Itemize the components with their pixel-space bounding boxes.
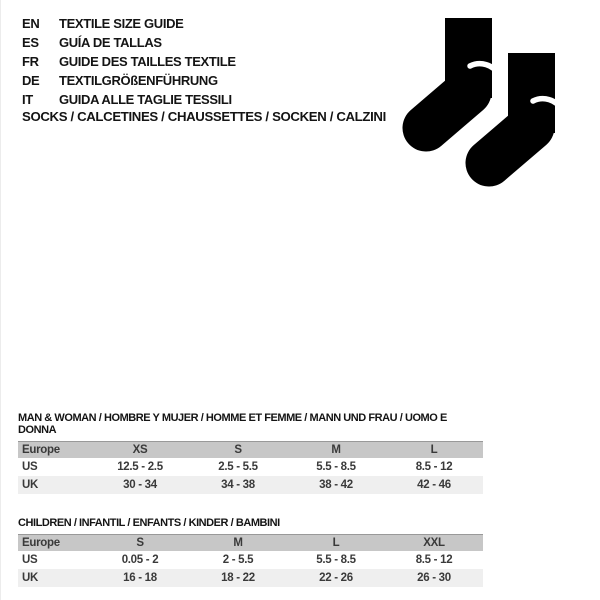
size-value-cell: 22 - 26 bbox=[319, 572, 353, 584]
language-row-es bbox=[22, 33, 236, 52]
language-row-it bbox=[22, 90, 236, 109]
size-value-cell: 5.5 - 8.5 bbox=[316, 554, 356, 566]
size-value-cell: 5.5 - 8.5 bbox=[316, 461, 356, 473]
size-value-cell: 30 - 34 bbox=[123, 479, 157, 491]
language-code: ES bbox=[22, 35, 39, 50]
header-cell-size: XS bbox=[132, 444, 148, 456]
header-cell-region: Europe bbox=[22, 537, 60, 549]
language-row-en bbox=[22, 14, 236, 33]
children-size-table bbox=[18, 534, 483, 587]
sock-front bbox=[489, 53, 565, 163]
table-header-row bbox=[18, 442, 483, 458]
size-value-cell: 0.05 - 2 bbox=[121, 554, 159, 566]
size-value-cell: 8.5 - 12 bbox=[415, 554, 453, 566]
size-value-cell: 18 - 22 bbox=[221, 572, 255, 584]
header-cell-size: XXL bbox=[423, 537, 445, 549]
row-label-cell: US bbox=[22, 554, 38, 566]
socks-icon bbox=[400, 10, 575, 190]
table-header-row bbox=[18, 535, 483, 551]
table-row-uk bbox=[18, 569, 483, 587]
header-cell-region: Europe bbox=[22, 444, 60, 456]
sock-back bbox=[426, 18, 502, 128]
row-label-cell: UK bbox=[22, 572, 39, 584]
header-cell-size: M bbox=[233, 537, 243, 549]
language-label: GUIDE DES TAILLES TEXTILE bbox=[59, 54, 236, 69]
language-code: IT bbox=[22, 92, 33, 107]
language-label: TEXTILE SIZE GUIDE bbox=[59, 16, 184, 31]
language-row-fr bbox=[22, 52, 236, 71]
size-value-cell: 12.5 - 2.5 bbox=[117, 461, 163, 473]
page-left-edge bbox=[0, 0, 1, 600]
children-size-section bbox=[18, 517, 483, 587]
size-value-cell: 2.5 - 5.5 bbox=[218, 461, 258, 473]
language-code: DE bbox=[22, 73, 40, 88]
language-label: TEXTILGRÖßENFÜHRUNG bbox=[59, 73, 218, 88]
header-cell-size: S bbox=[234, 444, 242, 456]
size-value-cell: 42 - 46 bbox=[417, 479, 451, 491]
size-value-cell: 26 - 30 bbox=[417, 572, 451, 584]
language-code: FR bbox=[22, 54, 39, 69]
adult-size-section bbox=[18, 412, 483, 494]
table-row-uk bbox=[18, 476, 483, 494]
language-title-block bbox=[22, 14, 236, 109]
size-value-cell: 16 - 18 bbox=[123, 572, 157, 584]
language-label: GUIDA ALLE TAGLIE TESSILI bbox=[59, 92, 232, 107]
table-row-us bbox=[18, 551, 483, 569]
header-cell-size: L bbox=[430, 444, 438, 456]
table-row-us bbox=[18, 458, 483, 476]
language-label: GUÍA DE TALLAS bbox=[59, 35, 162, 50]
header-cell-size: S bbox=[136, 537, 144, 549]
children-table-title: CHILDREN / INFANTIL / ENFANTS / KINDER / BAMBINI bbox=[18, 517, 280, 529]
size-value-cell: 2 - 5.5 bbox=[222, 554, 254, 566]
language-row-de bbox=[22, 71, 236, 90]
language-code: EN bbox=[22, 16, 40, 31]
adult-table-title: MAN & WOMAN / HOMBRE Y MUJER / HOMME ET FEMME / MANN UND FRAU / UOMO E DONNA bbox=[18, 412, 447, 436]
size-value-cell: 38 - 42 bbox=[319, 479, 353, 491]
header-cell-size: L bbox=[332, 537, 340, 549]
row-label-cell: US bbox=[22, 461, 38, 473]
category-line: SOCKS / CALCETINES / CHAUSSETTES / SOCKEN / CALZINI bbox=[22, 109, 386, 124]
row-label-cell: UK bbox=[22, 479, 39, 491]
header-cell-size: M bbox=[331, 444, 341, 456]
size-value-cell: 34 - 38 bbox=[221, 479, 255, 491]
adult-size-table bbox=[18, 441, 483, 494]
size-value-cell: 8.5 - 12 bbox=[415, 461, 453, 473]
